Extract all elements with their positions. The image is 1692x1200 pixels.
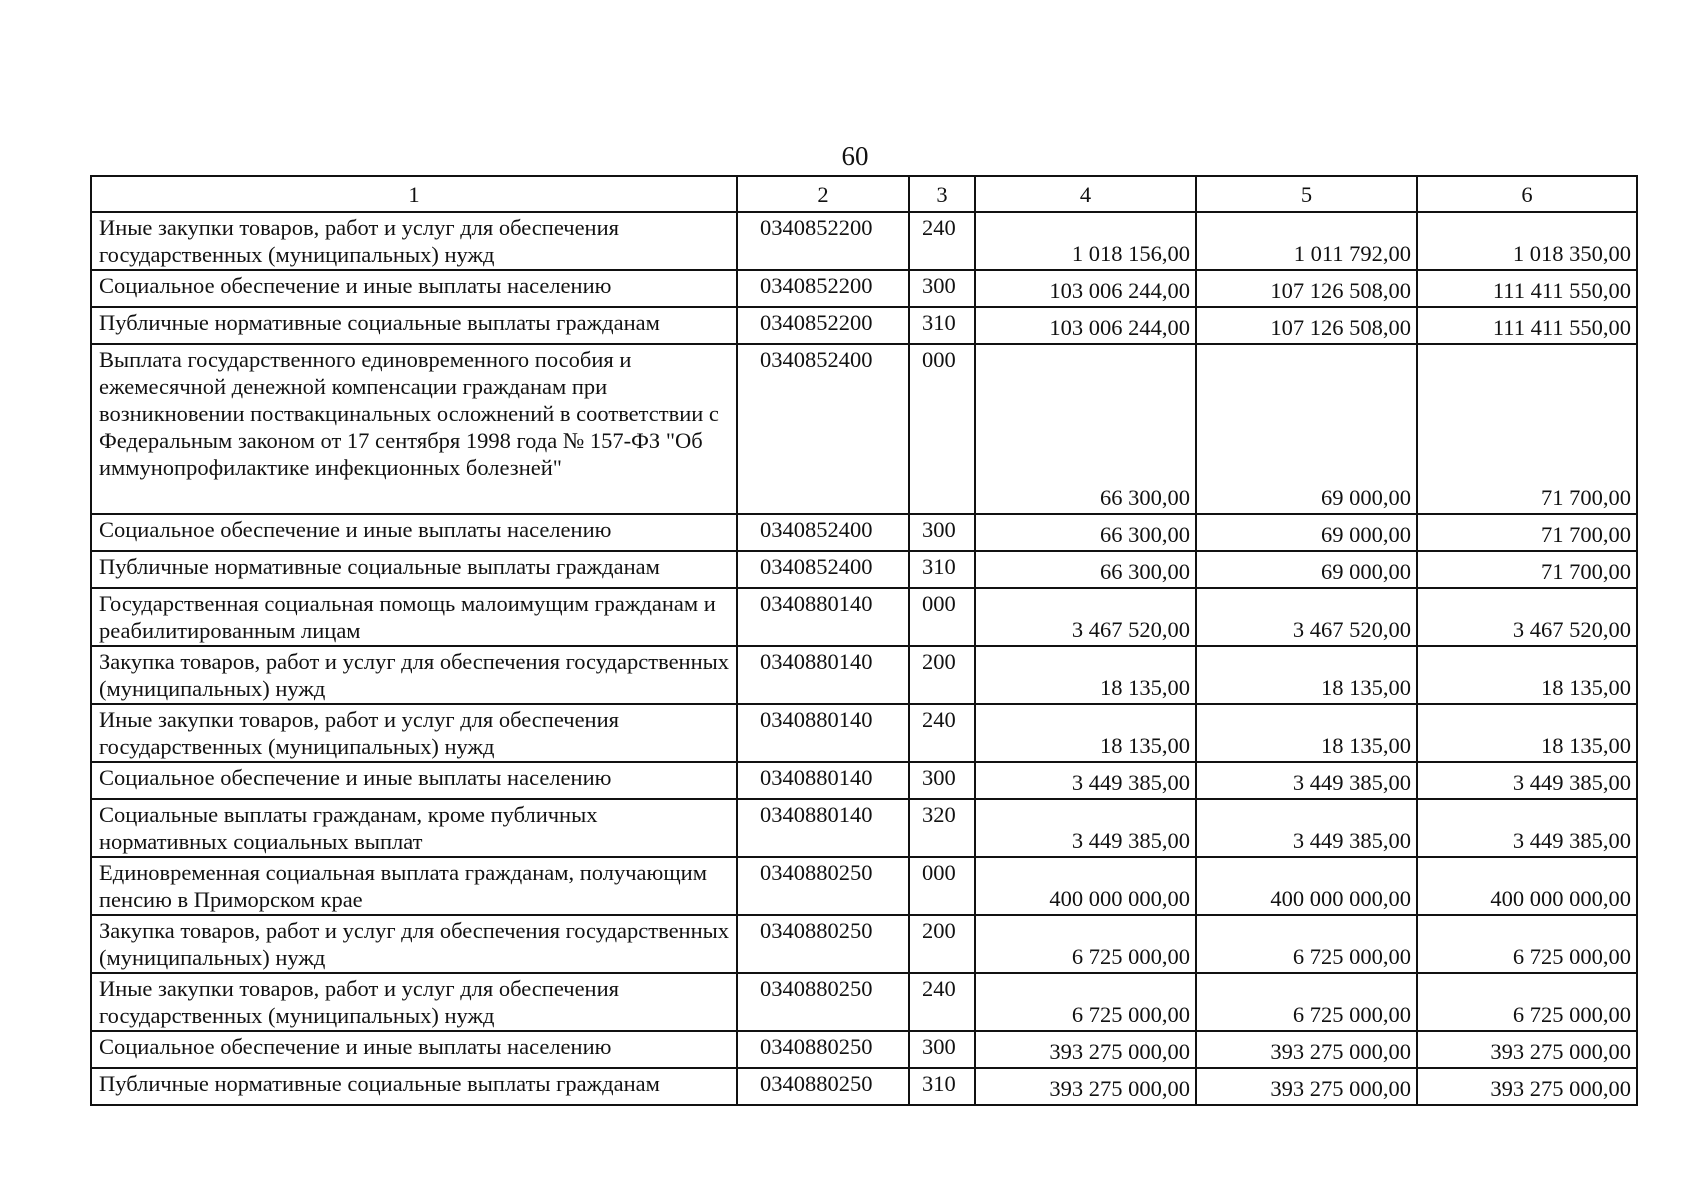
- expense-name-cell: Публичные нормативные социальные выплаты гражданам: [91, 1068, 737, 1105]
- table-row: [91, 514, 1637, 551]
- expense-name-cell: Социальное обеспечение и иные выплаты населению: [91, 1031, 737, 1068]
- expense-type-cell: 310: [909, 307, 975, 344]
- expense-name-cell: Единовременная социальная выплата гражданам, получающим пенсию в Приморском крае: [91, 857, 737, 915]
- amount-col6-cell: 6 725 000,00: [1417, 973, 1637, 1031]
- amount-col4-cell: 18 135,00: [975, 704, 1196, 762]
- column-header-2: 2: [737, 176, 909, 212]
- amount-col4-cell: 400 000 000,00: [975, 857, 1196, 915]
- table-row: [91, 1031, 1637, 1068]
- expense-type-cell: 300: [909, 270, 975, 307]
- expense-name-cell: Социальное обеспечение и иные выплаты населению: [91, 514, 737, 551]
- expense-name-cell: Закупка товаров, работ и услуг для обеспечения государственных (муниципальных) нужд: [91, 915, 737, 973]
- expense-type-cell: 240: [909, 212, 975, 270]
- amount-col5-cell: 3 467 520,00: [1196, 588, 1417, 646]
- expense-name-cell: Иные закупки товаров, работ и услуг для обеспечения государственных (муниципальных) нужд: [91, 704, 737, 762]
- amount-col5-cell: 6 725 000,00: [1196, 915, 1417, 973]
- amount-col5-cell: 107 126 508,00: [1196, 307, 1417, 344]
- amount-col4-cell: 1 018 156,00: [975, 212, 1196, 270]
- amount-col6-cell: 3 449 385,00: [1417, 762, 1637, 799]
- table-row: [91, 307, 1637, 344]
- expense-type-cell: 240: [909, 704, 975, 762]
- expense-name-cell: Публичные нормативные социальные выплаты гражданам: [91, 551, 737, 588]
- target-code-cell: 0340880250: [737, 857, 909, 915]
- column-number-header-row: [91, 176, 1637, 212]
- expense-type-cell: 320: [909, 799, 975, 857]
- amount-col4-cell: 66 300,00: [975, 344, 1196, 514]
- target-code-cell: 0340852200: [737, 270, 909, 307]
- amount-col6-cell: 3 467 520,00: [1417, 588, 1637, 646]
- target-code-cell: 0340880250: [737, 1068, 909, 1105]
- column-header-3: 3: [909, 176, 975, 212]
- expense-name-cell: Иные закупки товаров, работ и услуг для обеспечения государственных (муниципальных) нужд: [91, 212, 737, 270]
- amount-col6-cell: 393 275 000,00: [1417, 1068, 1637, 1105]
- amount-col4-cell: 6 725 000,00: [975, 915, 1196, 973]
- expense-type-cell: 000: [909, 588, 975, 646]
- target-code-cell: 0340880140: [737, 762, 909, 799]
- amount-col4-cell: 393 275 000,00: [975, 1031, 1196, 1068]
- expense-type-cell: 310: [909, 551, 975, 588]
- table-row: [91, 857, 1637, 915]
- amount-col6-cell: 393 275 000,00: [1417, 1031, 1637, 1068]
- column-header-6: 6: [1417, 176, 1637, 212]
- amount-col6-cell: 6 725 000,00: [1417, 915, 1637, 973]
- table-row: [91, 551, 1637, 588]
- amount-col6-cell: 400 000 000,00: [1417, 857, 1637, 915]
- table-row: [91, 799, 1637, 857]
- table-row: [91, 588, 1637, 646]
- expense-type-cell: 300: [909, 1031, 975, 1068]
- amount-col6-cell: 71 700,00: [1417, 514, 1637, 551]
- expense-type-cell: 200: [909, 646, 975, 704]
- amount-col4-cell: 66 300,00: [975, 514, 1196, 551]
- amount-col5-cell: 400 000 000,00: [1196, 857, 1417, 915]
- target-code-cell: 0340852400: [737, 514, 909, 551]
- expense-type-cell: 200: [909, 915, 975, 973]
- expense-type-cell: 240: [909, 973, 975, 1031]
- expense-name-cell: Социальное обеспечение и иные выплаты населению: [91, 762, 737, 799]
- table-row: [91, 344, 1637, 514]
- expense-name-cell: Иные закупки товаров, работ и услуг для обеспечения государственных (муниципальных) нужд: [91, 973, 737, 1031]
- amount-col5-cell: 107 126 508,00: [1196, 270, 1417, 307]
- target-code-cell: 0340880250: [737, 915, 909, 973]
- amount-col5-cell: 18 135,00: [1196, 704, 1417, 762]
- column-header-5: 5: [1196, 176, 1417, 212]
- target-code-cell: 0340852400: [737, 551, 909, 588]
- page-number: 60: [841, 141, 869, 171]
- amount-col4-cell: 66 300,00: [975, 551, 1196, 588]
- amount-col5-cell: 69 000,00: [1196, 344, 1417, 514]
- amount-col4-cell: 3 449 385,00: [975, 799, 1196, 857]
- expense-name-cell: Государственная социальная помощь малоимущим гражданам и реабилитированным лицам: [91, 588, 737, 646]
- amount-col6-cell: 71 700,00: [1417, 551, 1637, 588]
- budget-table: [90, 175, 1638, 1106]
- target-code-cell: 0340880250: [737, 973, 909, 1031]
- table-row: [91, 212, 1637, 270]
- expense-type-cell: 300: [909, 514, 975, 551]
- column-header-4: 4: [975, 176, 1196, 212]
- amount-col6-cell: 18 135,00: [1417, 704, 1637, 762]
- target-code-cell: 0340880140: [737, 799, 909, 857]
- amount-col5-cell: 18 135,00: [1196, 646, 1417, 704]
- amount-col5-cell: 393 275 000,00: [1196, 1068, 1417, 1105]
- amount-col6-cell: 71 700,00: [1417, 344, 1637, 514]
- amount-col5-cell: 6 725 000,00: [1196, 973, 1417, 1031]
- amount-col6-cell: 3 449 385,00: [1417, 799, 1637, 857]
- expense-name-cell: Выплата государственного единовременного пособия и ежемесячной денежной компенсации гражданам при возникновении поствакцинальных осложнений в соответствии с Федеральным законом от 17 сентября 1998 года № 157-ФЗ "Об иммунопрофилактике инфекционных болезней": [91, 344, 737, 514]
- expense-type-cell: 300: [909, 762, 975, 799]
- table-row: [91, 973, 1637, 1031]
- target-code-cell: 0340852200: [737, 307, 909, 344]
- amount-col5-cell: 69 000,00: [1196, 514, 1417, 551]
- target-code-cell: 0340880140: [737, 588, 909, 646]
- expense-type-cell: 000: [909, 344, 975, 514]
- amount-col5-cell: 1 011 792,00: [1196, 212, 1417, 270]
- amount-col4-cell: 103 006 244,00: [975, 307, 1196, 344]
- amount-col5-cell: 69 000,00: [1196, 551, 1417, 588]
- table-row: [91, 915, 1637, 973]
- amount-col5-cell: 3 449 385,00: [1196, 799, 1417, 857]
- amount-col6-cell: 18 135,00: [1417, 646, 1637, 704]
- amount-col5-cell: 3 449 385,00: [1196, 762, 1417, 799]
- amount-col6-cell: 111 411 550,00: [1417, 307, 1637, 344]
- column-header-1: 1: [91, 176, 737, 212]
- amount-col4-cell: 3 449 385,00: [975, 762, 1196, 799]
- table-row: [91, 704, 1637, 762]
- target-code-cell: 0340852200: [737, 212, 909, 270]
- amount-col4-cell: 103 006 244,00: [975, 270, 1196, 307]
- expense-name-cell: Социальное обеспечение и иные выплаты населению: [91, 270, 737, 307]
- table-row: [91, 270, 1637, 307]
- amount-col6-cell: 1 018 350,00: [1417, 212, 1637, 270]
- expense-name-cell: Социальные выплаты гражданам, кроме публичных нормативных социальных выплат: [91, 799, 737, 857]
- target-code-cell: 0340880140: [737, 704, 909, 762]
- table-row: [91, 646, 1637, 704]
- target-code-cell: 0340880250: [737, 1031, 909, 1068]
- expense-name-cell: Публичные нормативные социальные выплаты гражданам: [91, 307, 737, 344]
- expense-name-cell: Закупка товаров, работ и услуг для обеспечения государственных (муниципальных) нужд: [91, 646, 737, 704]
- table-row: [91, 1068, 1637, 1105]
- amount-col5-cell: 393 275 000,00: [1196, 1031, 1417, 1068]
- target-code-cell: 0340852400: [737, 344, 909, 514]
- amount-col4-cell: 3 467 520,00: [975, 588, 1196, 646]
- table-row: [91, 762, 1637, 799]
- amount-col6-cell: 111 411 550,00: [1417, 270, 1637, 307]
- amount-col4-cell: 393 275 000,00: [975, 1068, 1196, 1105]
- amount-col4-cell: 6 725 000,00: [975, 973, 1196, 1031]
- amount-col4-cell: 18 135,00: [975, 646, 1196, 704]
- expense-type-cell: 000: [909, 857, 975, 915]
- expense-type-cell: 310: [909, 1068, 975, 1105]
- target-code-cell: 0340880140: [737, 646, 909, 704]
